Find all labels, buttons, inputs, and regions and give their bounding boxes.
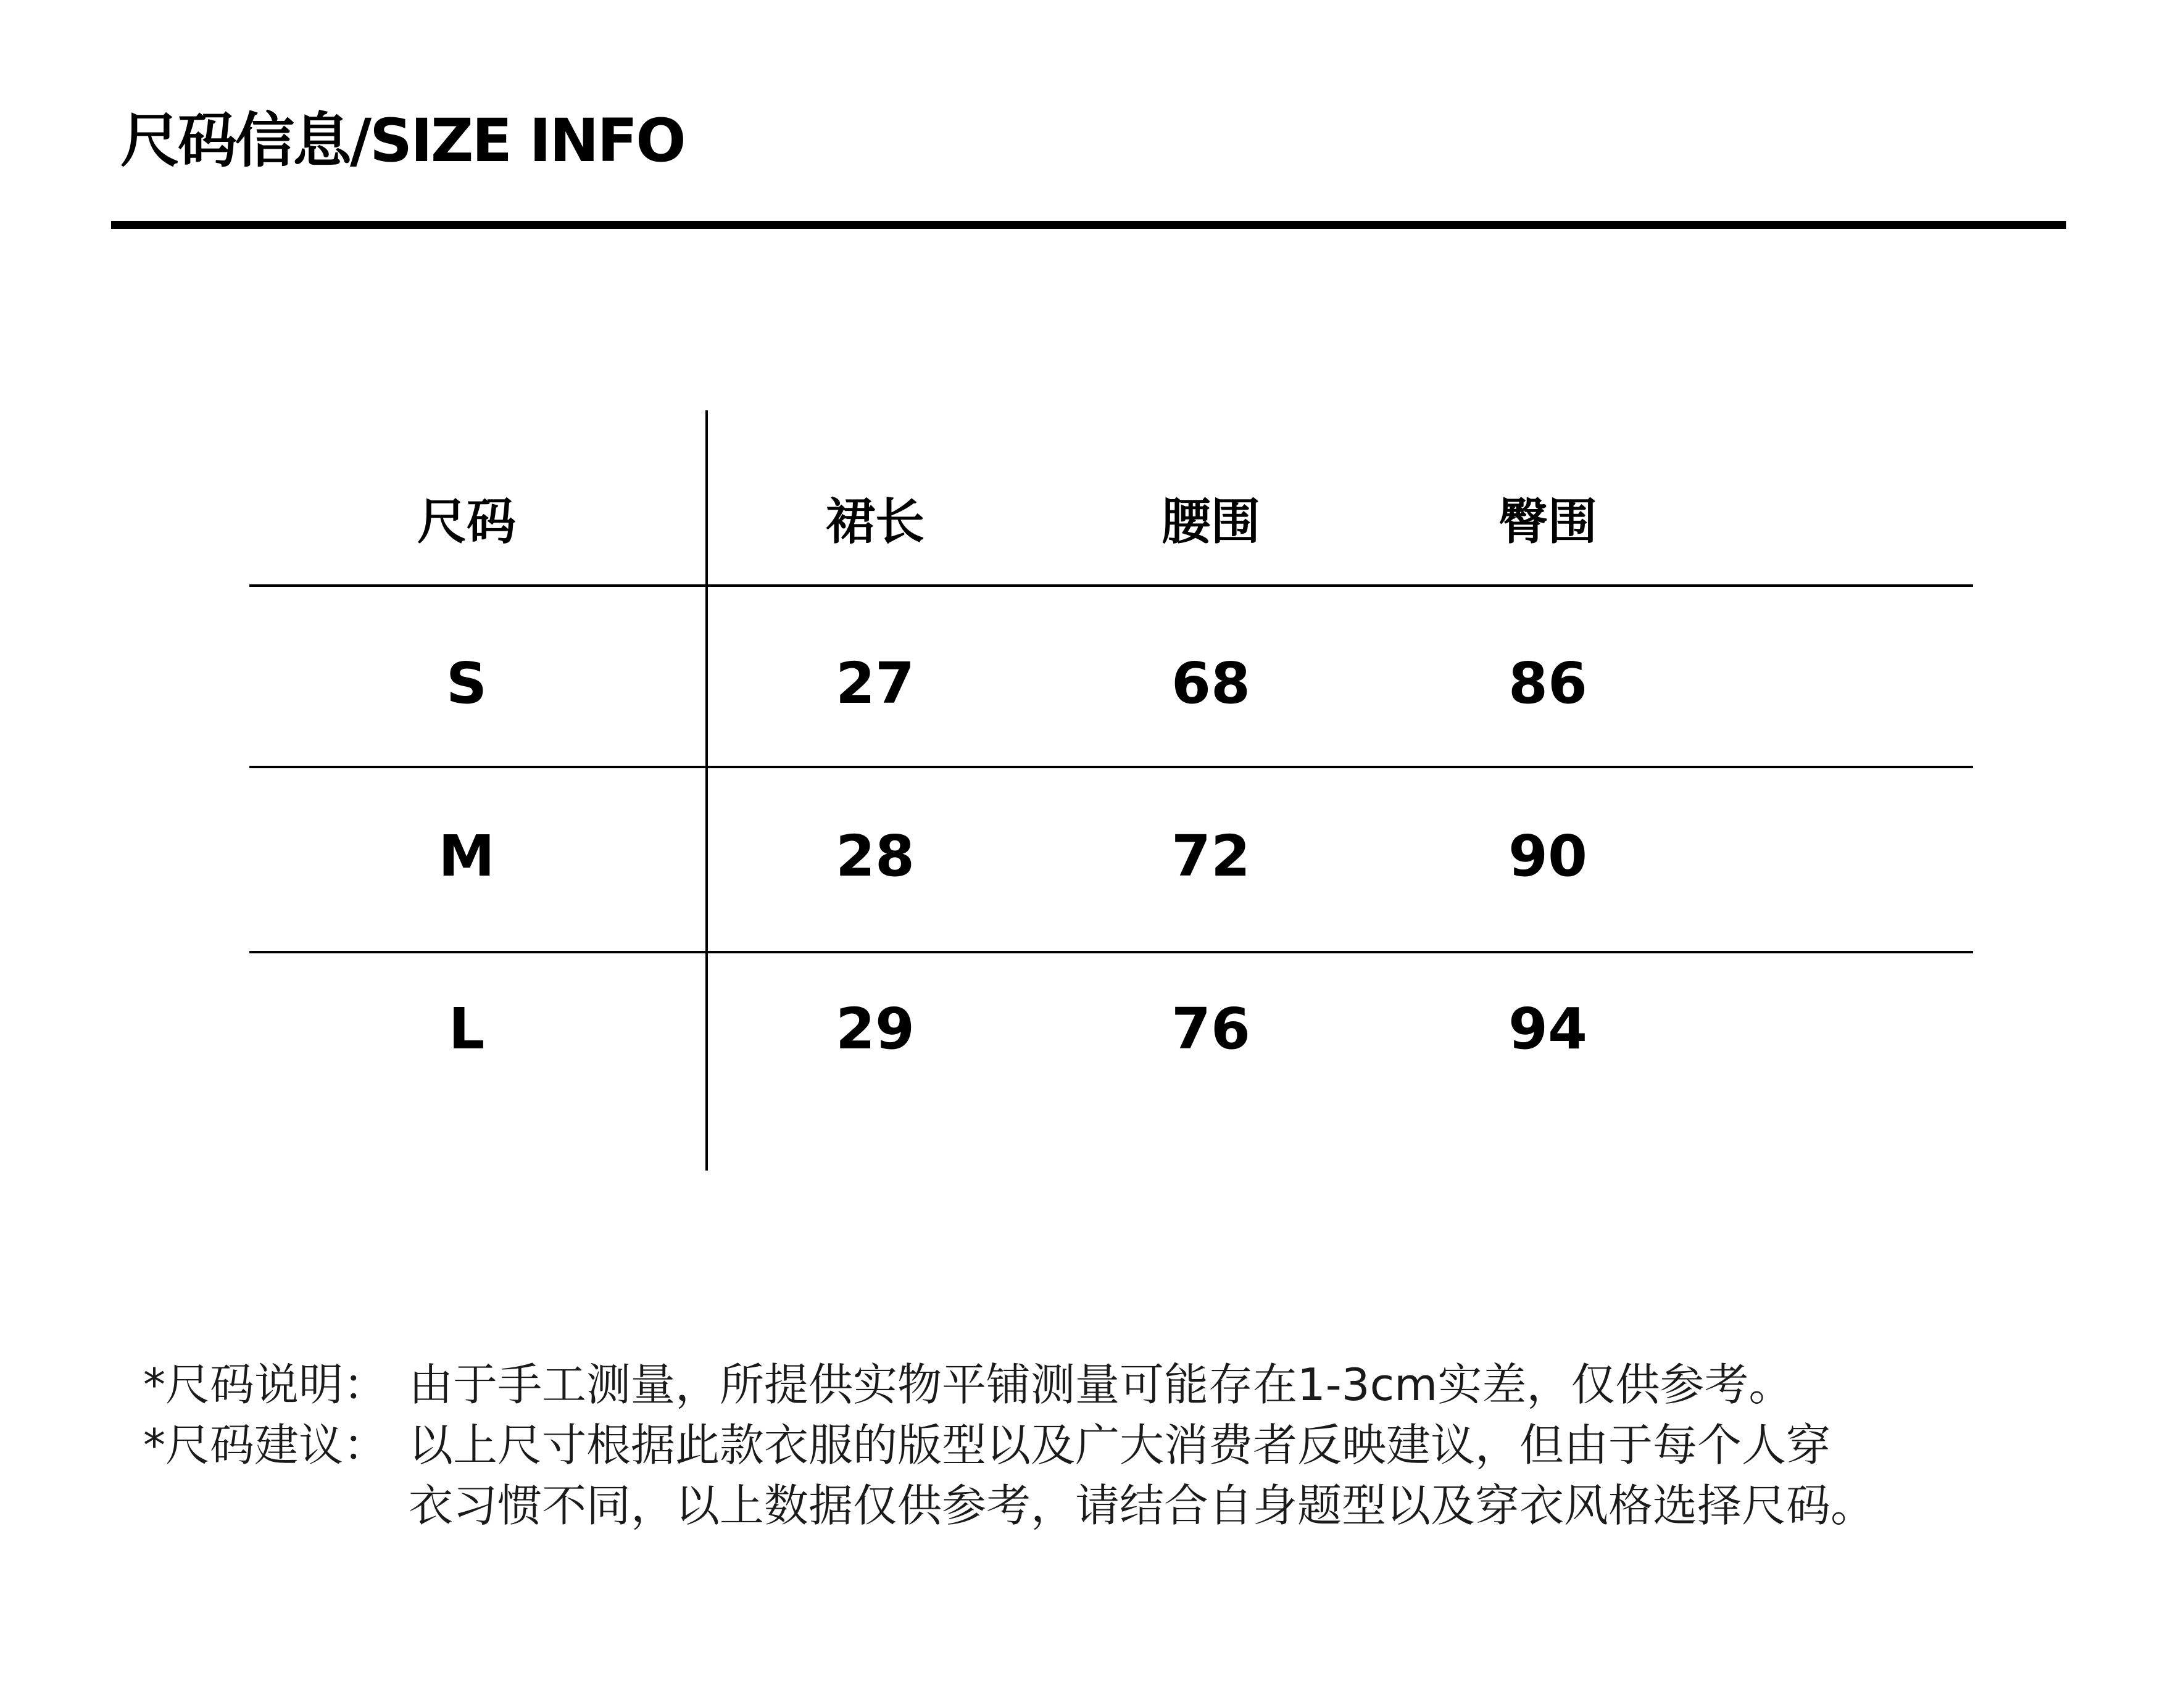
table-cell-skirt-length: 29	[835, 996, 915, 1062]
size-advice-text-continued: 衣习惯不同，以上数据仅供参考，请结合自身题型以及穿衣风格选择尺码。	[409, 1480, 1876, 1532]
table-cell-hip: 86	[1508, 650, 1588, 716]
table-cell-size: M	[438, 823, 495, 889]
table-row-divider	[249, 766, 1973, 768]
header-hip: 臀围	[1498, 493, 1597, 550]
table-cell-waist: 76	[1171, 996, 1251, 1062]
size-explanation	[143, 1354, 1875, 1415]
header-size: 尺码	[417, 493, 516, 550]
header-waist: 腰围	[1161, 493, 1260, 550]
table-cell-hip: 94	[1508, 996, 1588, 1062]
table-cell-waist: 68	[1171, 650, 1251, 716]
table-cell-skirt-length: 27	[835, 650, 915, 716]
table-cell-size: L	[448, 996, 485, 1062]
size-explanation-text: 由于手工测量，所提供实物平铺测量可能存在1-3cm实差，仅供参考。	[409, 1359, 1793, 1411]
page-title: 尺码信息/SIZE INFO	[120, 106, 684, 175]
table-column-divider	[705, 410, 708, 1171]
table-row-divider	[249, 584, 1973, 587]
table-cell-hip: 90	[1508, 823, 1588, 889]
size-notes	[143, 1354, 1875, 1536]
table-cell-size: S	[446, 650, 488, 716]
size-advice-continuation	[143, 1475, 1875, 1536]
size-advice	[143, 1415, 1875, 1475]
size-advice-text: 以上尺寸根据此款衣服的版型以及广大消费者反映建议，但由于每个人穿	[409, 1419, 1831, 1471]
size-explanation-label: *尺码说明：	[143, 1359, 388, 1411]
table-cell-skirt-length: 28	[835, 823, 915, 889]
table-cell-waist: 72	[1171, 823, 1251, 889]
size-advice-label: *尺码建议：	[143, 1419, 388, 1471]
header-skirt-length: 裙长	[826, 493, 925, 550]
table-row-divider	[249, 951, 1973, 953]
